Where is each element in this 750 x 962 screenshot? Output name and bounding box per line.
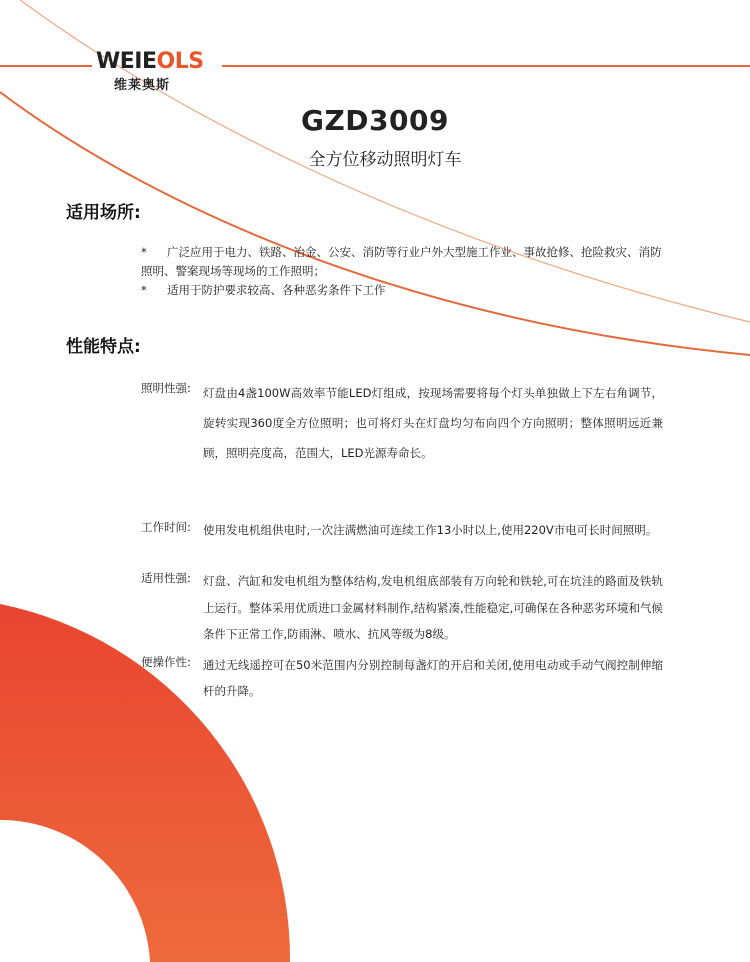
applicable-item xyxy=(141,243,666,281)
product-model: GZD3009 xyxy=(301,104,449,137)
product-subtitle: 全方位移动照明灯车 xyxy=(308,150,462,170)
logo-wordmark xyxy=(96,50,204,74)
feature-text: 灯盘由4盏100W高效率节能LED灯组成，按现场需要将每个灯头单独做上下左右角调节， 旋转实现360度全方位照明；也可将灯头在灯盘均匀布向四个方向照明；整体照明远近兼顾，照明亮度高，范围大，LED光源寿命长。 xyxy=(203,386,663,460)
features-heading: 性能特点: xyxy=(66,337,141,357)
logo-word-a: WEIE xyxy=(96,49,157,74)
feature-text: 灯盘、汽缸和发电机组为整体结构,发电机组底部装有万向轮和铁轮,可在坑洼的路面及铁轨上运行。整体采用优质进口金属材料制作,结构紧凑,性能稳定,可确保在各种恶劣环境和气候条件下正常工作,防雨淋、喷水、抗风等级为8级。 xyxy=(203,574,663,641)
brand-logo xyxy=(96,50,216,92)
feature-text: 通过无线遥控可在50米范围内分别控制每盏灯的开启和关闭,使用电动或手动气阀控制伸缩杆的升降。 xyxy=(203,658,663,698)
applicable-heading: 适用场所: xyxy=(66,203,141,223)
bullet-marker: * xyxy=(141,245,147,259)
logo-chinese: 维莱奥斯 xyxy=(114,78,171,93)
feature-label: 便操作性: xyxy=(141,655,191,669)
applicable-item-text: 广泛应用于电力、铁路、冶金、公安、消防等行业户外大型施工作业、事故抢修、抢险救灾、消防照明、警案现场等现场的工作照明； xyxy=(141,245,662,278)
feature-text: 使用发电机组供电时,一次注满燃油可连续工作13小时以上,使用220V市电可长时间照明。 xyxy=(203,523,658,537)
applicable-item-text: 适用于防护要求较高、各种恶劣条件下工作 xyxy=(167,283,386,297)
feature-label: 工作时间: xyxy=(141,520,191,534)
logo-word-b: OLS xyxy=(156,49,204,74)
applicable-item xyxy=(141,281,666,300)
feature-label: 适用性强: xyxy=(141,571,191,585)
bullet-marker: * xyxy=(141,283,147,297)
feature-label: 照明性强: xyxy=(141,381,191,395)
